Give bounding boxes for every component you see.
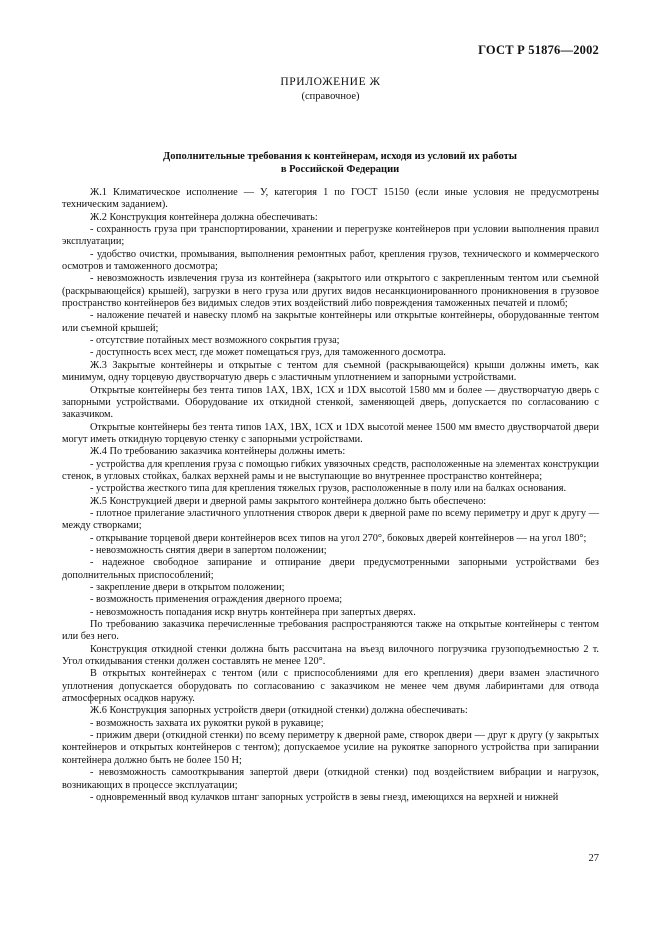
list-item: - наложение печатей и навеску пломб на закрытые контейнеры или открытые контейнеры, оборудованные тентом или съемной крышей; (62, 310, 599, 334)
appendix-subtitle: (справочное) (301, 91, 360, 102)
section-title (90, 150, 590, 176)
paragraph: Ж.4 По требованию заказчика контейнеры должны иметь: (90, 446, 346, 458)
list-item: - сохранность груза при транспортировании, хранении и перегрузке контейнеров при условии выполнения правил эксплуатации; (62, 224, 599, 248)
page-number: 27 (588, 853, 599, 864)
list-item: - устройства для крепления груза с помощью гибких увязочных средств, расположенные на элементах конструкции стенок, в угловых стойках, балках верхней рамы и не выступающие во внутреннее пространство контейнера; (62, 458, 599, 482)
list-item: - открывание торцевой двери контейнеров всех типов на угол 270°, боковых дверей контейнеров — на угол 180°; (90, 532, 587, 544)
list-item: - доступность всех мест, где может помещаться груз, для таможенного досмотра. (90, 347, 446, 359)
list-item: - удобство очистки, промывания, выполнения ремонтных работ, крепления грузов, технического и коммерческого осмотров и таможенного досмотра; (62, 248, 599, 273)
list-item: - невозможность попадания искр внутрь контейнера при запертых дверях. (90, 606, 416, 618)
list-item: - одновременный ввод кулачков штанг запорных устройств в зевы гнезд, имеющихся на верхней и нижней (90, 791, 559, 803)
paragraph: В открытых контейнерах с тентом (или с приспособлениями для его крепления) двери взамен эластичного уплотнения допускается оборудовать по согласованию с заказчиком не менее чем двумя лабиринтами для отвода атмосферных осадков наружу. (62, 668, 599, 705)
list-item: - надежное свободное запирание и отпирание двери предусмотренными запорными устройствами без дополнительных приспособлений; (62, 557, 599, 581)
standard-code: ГОСТ Р 51876—2002 (478, 43, 599, 57)
list-item: - закрепление двери в открытом положении; (90, 582, 285, 593)
list-item: - отсутствие потайных мест возможного сокрытия груза; (90, 335, 340, 347)
paragraph: Открытые контейнеры без тента типов 1АХ, 1ВХ, 1СХ и 1DX высотой 1580 мм и более — двустворчатую дверь с запорными устройствами. Оборудование их откидной стенкой, заменяющей дверь, допускается по согласованию с заказчиком. (62, 384, 599, 421)
list-item: - невозможность снятия двери в запертом положении; (90, 544, 327, 556)
list-item: - устройства жесткого типа для крепления тяжелых грузов, расположенные в полу или на балках основания. (90, 483, 567, 495)
paragraph: Ж.5 Конструкцией двери и дверной рамы закрытого контейнера должно быть обеспечено: (90, 495, 487, 507)
section-title-line-2: в Российской Федерации (280, 164, 400, 175)
list-item: - прижим двери (откидной стенки) по всему периметру к дверной раме, створок двери — друг к другу (у закрытых контейнеров и открытых контейнеров с тентом); допускаемое усилие на рукоятке запорного устройства при запирании контейнера должно быть не более 150 Н; (62, 730, 599, 766)
body-text (62, 187, 599, 804)
appendix-title: ПРИЛОЖЕНИЕ Ж (280, 76, 381, 88)
paragraph: Открытые контейнеры без тента типов 1АХ, 1ВХ, 1СХ и 1DX высотой менее 1500 мм вместо двустворчатой двери могут иметь откидную торцевую стенку с запорными устройствами. (62, 421, 599, 445)
paragraph: Ж.2 Конструкция контейнера должна обеспечивать: (90, 211, 318, 223)
paragraph: Ж.3 Закрытые контейнеры и открытые с тентом для съемной (раскрывающейся) крыши должны иметь, как минимум, одну торцевую двустворчатую дверь с эластичным уплотнением и запорными устройствами. (62, 359, 599, 384)
list-item: - возможность применения ограждения дверного проема; (90, 594, 343, 606)
paragraph: Конструкция откидной стенки должна быть рассчитана на въезд вилочного погрузчика грузоподъемностью 2 т. Угол откидывания стенки должен составлять не менее 120°. (62, 643, 599, 668)
list-item: - невозможность извлечения груза из контейнера (закрытого или открытого с закрепленным тентом или съемной (раскрывающейся) крышей), загрузки в него груза или других видов несанкционированного проникновения в грузовое пространство контейнеров без видимых следов этих воздействий либо повреждения таможенных печатей и пломб; (62, 273, 599, 310)
list-item: - невозможность самооткрывания запертой двери (откидной стенки) под воздействием вибрации и нагрузок, возникающих в процессе эксплуатации; (62, 767, 599, 791)
paragraph: Ж.6 Конструкция запорных устройств двери (откидной стенки) должна обеспечивать: (90, 705, 468, 717)
list-item: - возможность захвата их рукоятки рукой в рукавице; (90, 717, 324, 729)
section-title-line-1: Дополнительные требования к контейнерам, исходя из условий их работы (163, 151, 517, 162)
paragraph: Ж.1 Климатическое исполнение — У, категория 1 по ГОСТ 15150 (если иные условия не предусмотрены техническим заданием). (62, 187, 599, 211)
list-item: - плотное прилегание эластичного уплотнения створок двери к дверной раме по всему периметру и друг к другу — между створками; (62, 507, 599, 532)
paragraph: По требованию заказчика перечисленные требования распространяются также на открытые контейнеры с тентом или без него. (62, 619, 599, 643)
